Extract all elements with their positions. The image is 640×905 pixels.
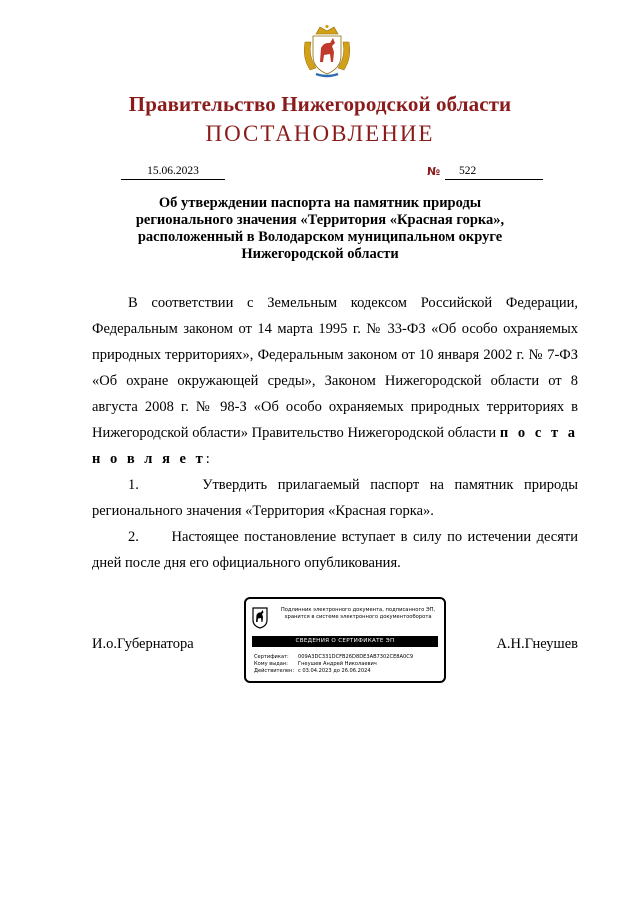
preamble-text: В соответствии с Земельным кодексом Российской Федерации, Федеральным законом от 14 марта 1995 г. № 33-ФЗ «Об особо охраняемых природных территориях», Федеральным законом от 10 января 2002 г. № 7-ФЗ «Об охране окружающей среды», Законом Нижегородской области от 8 августа 2008 г. № 98-З «Об особо охраняемых природных территориях в Нижегородской области» Правительство Нижегородской области bbox=[92, 295, 578, 441]
coat-of-arms-icon bbox=[302, 24, 352, 78]
document-body bbox=[92, 290, 578, 576]
document-date: 15.06.2023 bbox=[121, 164, 225, 180]
stamp-note bbox=[272, 607, 444, 621]
number-sign: № bbox=[427, 165, 441, 178]
item-2: 2. Настоящее постановление вступает в силу по истечении десяти дней после дня его официального опубликования. bbox=[92, 529, 578, 571]
title-line: Об утверждении паспорта на памятник природы bbox=[158, 195, 482, 211]
e-signature-stamp bbox=[244, 597, 446, 683]
stamp-note-line: хранится в системе электронного документооборота bbox=[284, 614, 432, 620]
government-name: Правительство Нижегородской области bbox=[128, 92, 512, 116]
resolves-colon: : bbox=[205, 451, 210, 467]
document-title bbox=[100, 195, 540, 263]
serial-label: Сертификат: bbox=[254, 654, 289, 660]
title-line: Нижегородской области bbox=[241, 246, 399, 262]
stamp-heading: СВЕДЕНИЯ О СЕРТИФИКАТЕ ЭП bbox=[252, 636, 438, 647]
stamp-note-line: Подлинник электронного документа, подписанного ЭП, bbox=[280, 607, 436, 613]
document-number: 522 bbox=[445, 164, 543, 180]
signer-name: А.Н.Гнеушев bbox=[496, 636, 578, 652]
title-line: расположенный в Володарском муниципальном округе bbox=[137, 229, 503, 245]
item-1: 1. Утвердить прилагаемый паспорт на памятник природы регионального значения «Территория «Красная горка». bbox=[92, 477, 578, 519]
title-line: регионального значения «Территория «Красная горка», bbox=[135, 212, 505, 228]
signer-position: И.о.Губернатора bbox=[92, 636, 194, 652]
resolves-word: п о с т а н о в л я е т bbox=[92, 425, 579, 467]
issued-to-label: Кому выдан: bbox=[254, 661, 288, 667]
document-type: ПОСТАНОВЛЕНИЕ bbox=[205, 121, 435, 146]
coat-of-arms-mini-icon bbox=[252, 607, 268, 629]
valid-label: Действителен: bbox=[254, 668, 295, 674]
issued-to-value: Гнеушев Андрей Николаевич bbox=[298, 661, 377, 667]
valid-value: с 03.04.2023 до 26.06.2024 bbox=[298, 668, 371, 674]
preamble-paragraph bbox=[92, 290, 578, 472]
stamp-details bbox=[254, 654, 413, 675]
serial-value: 009A3DC331DCFB26D8DE3AB7302CE8A0C9 bbox=[298, 654, 414, 660]
